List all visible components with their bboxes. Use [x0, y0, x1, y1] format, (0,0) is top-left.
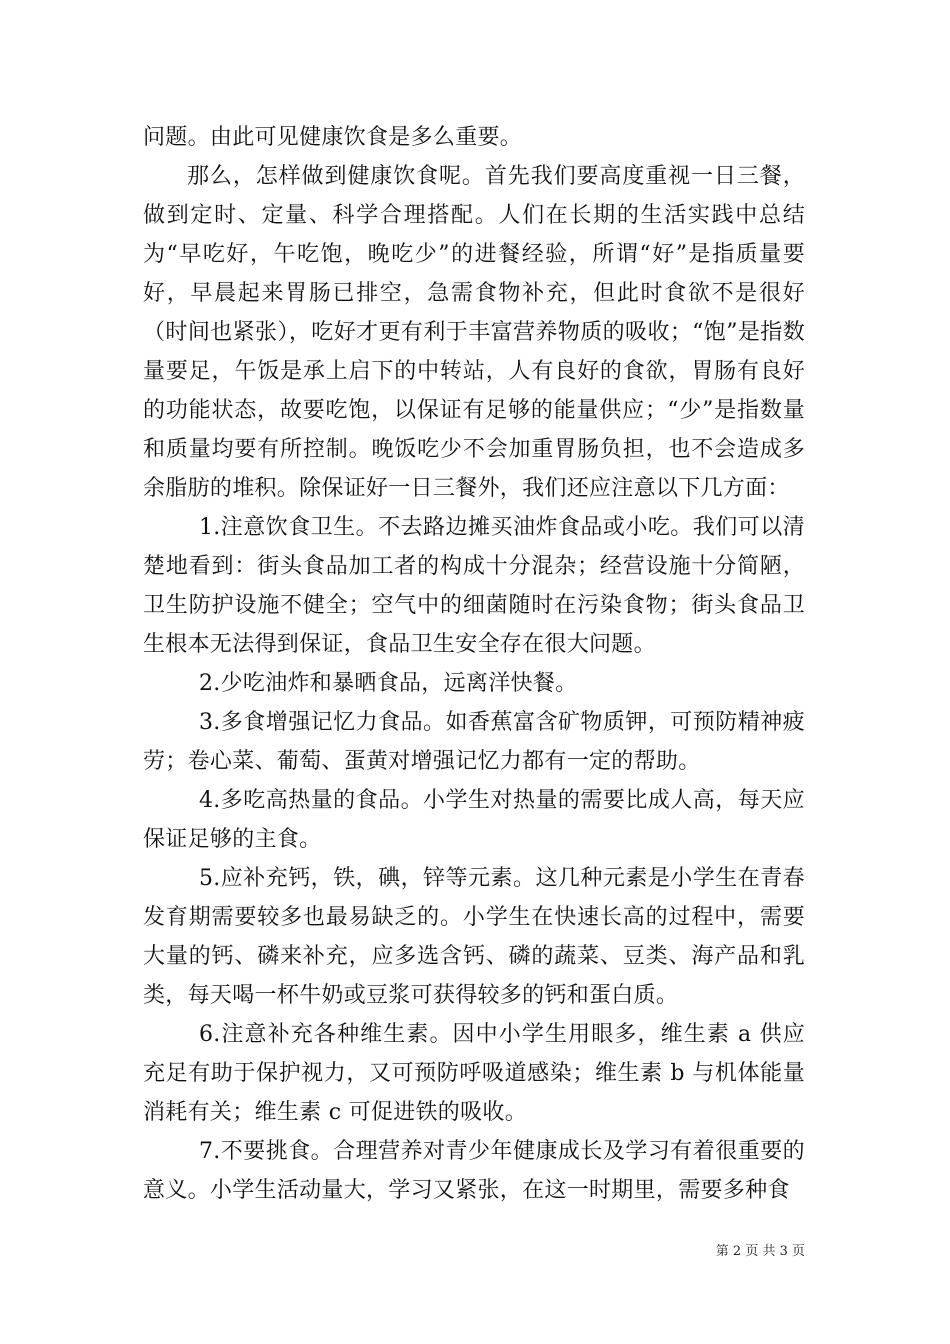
list-item-2: 2.少吃油炸和暴晒食品，远离洋快餐。: [199, 671, 578, 696]
list-item-1: 1.注意饮食卫生。不去路边摊买油炸食品或小吃。我们可以清楚地看到：街头食品加工者的构成十分混杂；经营设施十分简陋，卫生防护设施不健全；空气中的细菌随时在污染食物；街头食品卫生根本无法得到保证，食品卫生安全存在很大问题。: [143, 515, 805, 657]
list-item-6: 6.注意补充各种维生素。因中小学生用眼多，维生素 a 供应充足有助于保护视力，又可预防呼吸道感染；维生素 b 与机体能量消耗有关；维生素 c 可促进铁的吸收。: [143, 1022, 805, 1125]
list-item-3: 3.多食增强记忆力食品。如香蕉富含矿物质钾，可预防精神疲劳；卷心菜、葡萄、蛋黄对增强记忆力都有一定的帮助。: [143, 710, 805, 774]
page-number-footer: 第 2 页 共 3 页: [715, 1244, 805, 1259]
list-item-4: 4.多吃高热量的食品。小学生对热量的需要比成人高，每天应保证足够的主食。: [143, 788, 805, 852]
paragraph-healthy-diet-intro: 那么，怎样做到健康饮食呢。首先我们要高度重视一日三餐，做到定时、定量、科学合理搭配。人们在长期的生活实践中总结为“早吃好，午吃饱，晚吃少”的进餐经验，所谓“好”是指质量要好，早晨起来胃肠已排空，急需食物补充，但此时食欲不是很好（时间也紧张），吃好才更有利于丰富营养物质的吸收；“饱”是指数量要足，午饭是承上启下的中转站，人有良好的食欲，胃肠有良好的功能状态，故要吃饱，以保证有足够的能量供应；“少”是指数量和质量均要有所控制。晚饭吃少不会加重胃肠负担，也不会造成多余脂肪的堆积。除保证好一日三餐外，我们还应注意以下几方面：: [143, 164, 805, 501]
list-item-7: 7.不要挑食。合理营养对青少年健康成长及学习有着很重要的意义。小学生活动量大，学习又紧张，在这一时期里，需要多种食: [143, 1139, 805, 1203]
paragraph-continuation: 问题。由此可见健康饮食是多么重要。: [143, 125, 523, 150]
document-body: [143, 118, 805, 1210]
list-item-5: 5.应补充钙，铁，碘，锌等元素。这几种元素是小学生在青春发育期需要较多也最易缺乏的。小学生在快速长高的过程中，需要大量的钙、磷来补充，应多选含钙、磷的蔬菜、豆类、海产品和乳类，每天喝一杯牛奶或豆浆可获得较多的钙和蛋白质。: [143, 866, 805, 1008]
